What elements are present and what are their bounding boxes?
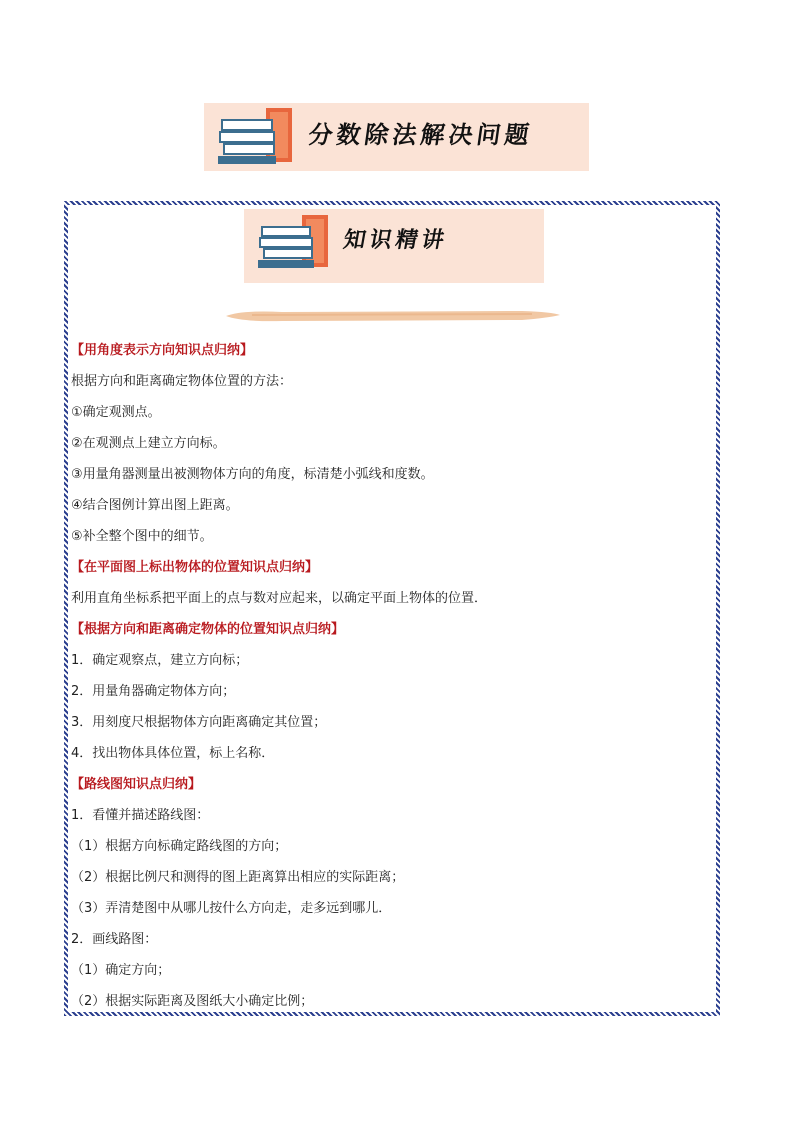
section-title: 知识精讲 (341, 227, 451, 253)
content-line: ①确定观测点。 (71, 405, 161, 420)
section-heading: 【用角度表示方向知识点归纳】 (71, 343, 254, 358)
section-heading: 【在平面图上标出物体的位置知识点归纳】 (71, 560, 319, 575)
section-heading: 【根据方向和距离确定物体的位置知识点归纳】 (71, 622, 345, 637)
content-line: 1．看懂并描述路线图： (71, 808, 210, 823)
content-line: （1）确定方向； (71, 963, 171, 978)
content-line: （2）根据实际距离及图纸大小确定比例； (71, 994, 314, 1009)
knowledge-content (71, 335, 711, 1017)
content-line: 利用直角坐标系把平面上的点与数对应起来，以确定平面上物体的位置． (71, 591, 488, 606)
content-line: （2）根据比例尺和测得的图上距离算出相应的实际距离； (71, 870, 405, 885)
content-line: 2．用量角器确定物体方向； (71, 684, 236, 699)
content-line: 4．找出物体具体位置，标上名称． (71, 746, 275, 761)
section-banner (244, 209, 544, 283)
content-line: 2．画线路图： (71, 932, 158, 947)
content-line: （3）弄清楚图中从哪儿按什么方向走，走多远到哪儿． (71, 901, 392, 916)
page-title: 分数除法解决问题 (306, 120, 535, 149)
content-line: （1）根据方向标确定路线图的方向； (71, 839, 288, 854)
books-icon (256, 213, 332, 273)
title-banner (204, 103, 589, 171)
content-line: ②在观测点上建立方向标。 (71, 436, 226, 451)
knowledge-frame (64, 201, 720, 1016)
content-line: 1．确定观察点，建立方向标； (71, 653, 249, 668)
books-icon (216, 106, 296, 168)
content-line: 根据方向和距离确定物体位置的方法： (71, 374, 293, 389)
brush-divider (222, 309, 562, 323)
content-line: 3．用刻度尺根据物体方向距离确定其位置； (71, 715, 327, 730)
content-line: ④结合图例计算出图上距离。 (71, 498, 239, 513)
content-line: ⑤补全整个图中的细节。 (71, 529, 213, 544)
content-line: ③用量角器测量出被测物体方向的角度，标清楚小弧线和度数。 (71, 467, 434, 482)
section-heading: 【路线图知识点归纳】 (71, 777, 202, 792)
